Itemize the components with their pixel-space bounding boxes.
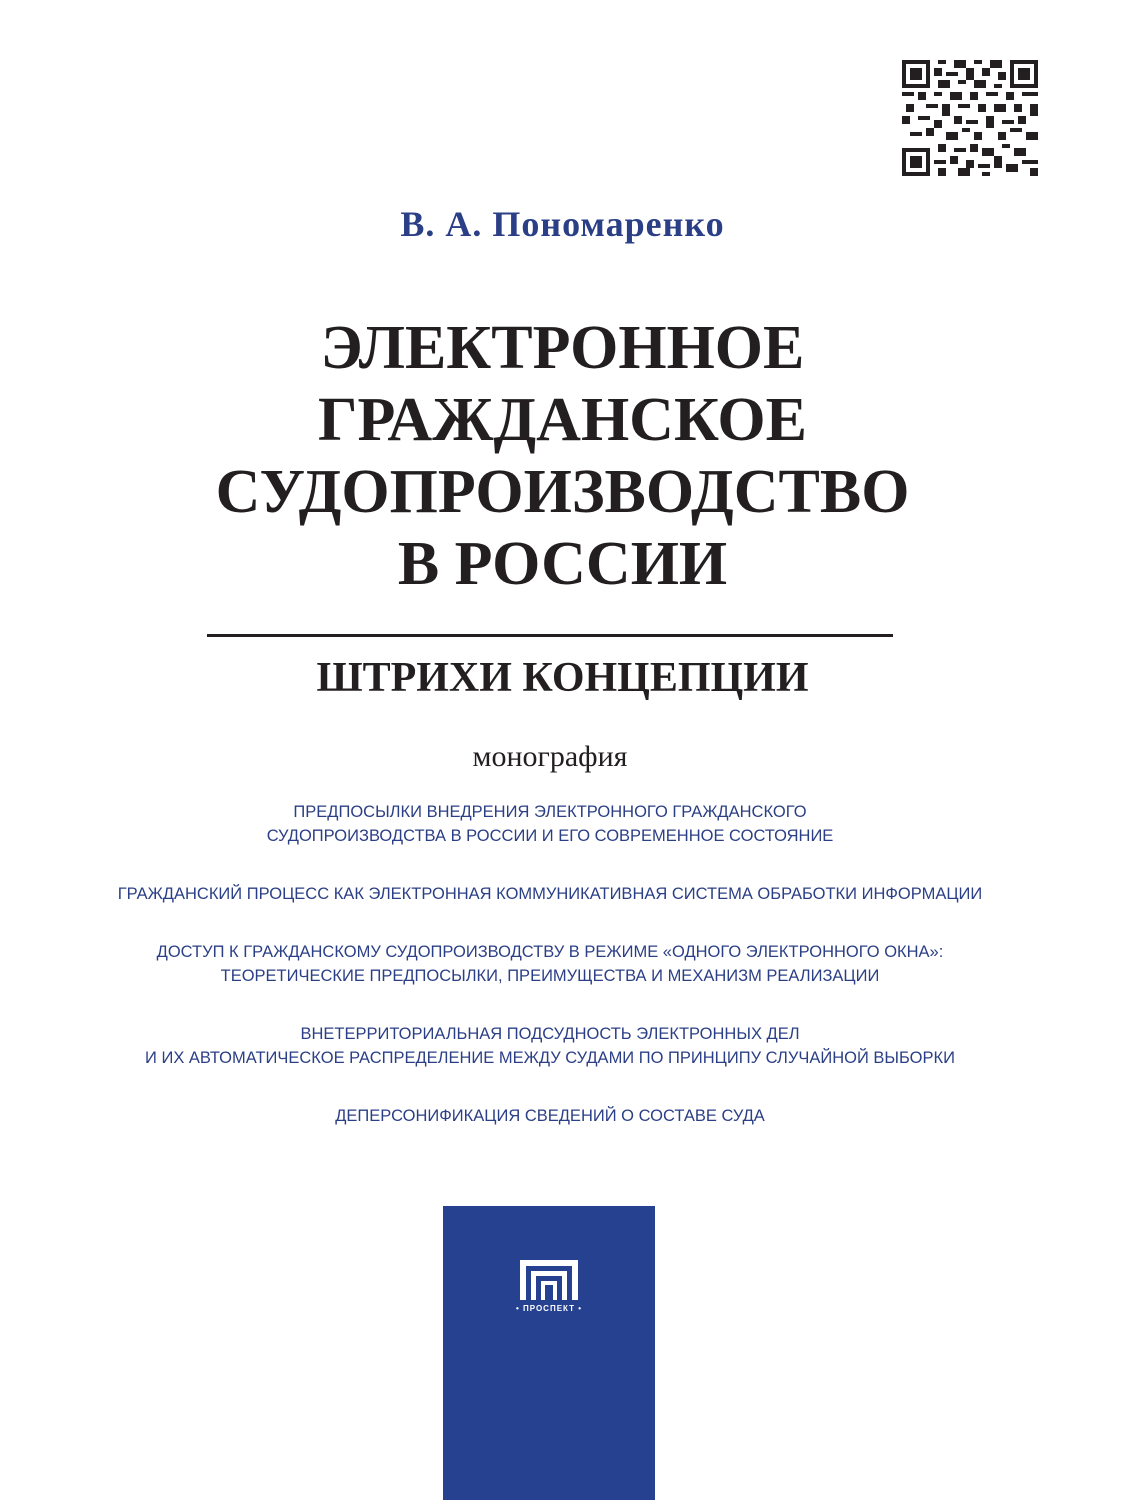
book-genre: монография [472, 740, 628, 773]
topic-line: ДЕПЕРСОНИФИКАЦИЯ СВЕДЕНИЙ О СОСТАВЕ СУДА [335, 1107, 765, 1125]
topics-list [0, 800, 1100, 1162]
title-divider [207, 634, 893, 637]
publisher-logo-icon [510, 1256, 588, 1336]
title-line: ЭЛЕКТРОННОЕ [320, 314, 805, 382]
topic-line: СУДОПРОИЗВОДСТВА В РОССИИ И ЕГО СОВРЕМЕННОЕ СОСТОЯНИЕ [266, 827, 834, 845]
topic-line: И ИХ АВТОМАТИЧЕСКОЕ РАСПРЕДЕЛЕНИЕ МЕЖДУ СУДАМИ ПО ПРИНЦИПУ СЛУЧАЙНОЙ ВЫБОРКИ [145, 1049, 955, 1067]
topic-item [0, 800, 1100, 848]
topic-line: ГРАЖДАНСКИЙ ПРОЦЕСС КАК ЭЛЕКТРОННАЯ КОММУНИКАТИВНАЯ СИСТЕМА ОБРАБОТКИ ИНФОРМАЦИИ [117, 885, 983, 903]
topic-item [0, 1104, 1100, 1128]
title-line: ГРАЖДАНСКОЕ [318, 386, 807, 454]
topic-line: ТЕОРЕТИЧЕСКИЕ ПРЕДПОСЫЛКИ, ПРЕИМУЩЕСТВА И МЕХАНИЗМ РЕАЛИЗАЦИИ [220, 967, 880, 985]
topic-item [0, 940, 1100, 988]
publisher-name: • ПРОСПЕКТ • [515, 1304, 583, 1313]
topic-item [0, 882, 1100, 906]
title-line: СУДОПРОИЗВОДСТВО [215, 458, 910, 526]
publisher-block [443, 1206, 655, 1500]
topic-item [0, 1022, 1100, 1070]
book-title [0, 312, 1125, 600]
topic-line: ПРЕДПОСЫЛКИ ВНЕДРЕНИЯ ЭЛЕКТРОННОГО ГРАЖДАНСКОГО [293, 803, 807, 821]
qr-code-icon [902, 60, 1038, 176]
book-subtitle: ШТРИХИ КОНЦЕПЦИИ [316, 655, 809, 701]
topic-line: ВНЕТЕРРИТОРИАЛЬНАЯ ПОДСУДНОСТЬ ЭЛЕКТРОННЫХ ДЕЛ [300, 1025, 800, 1043]
title-line: В РОССИИ [397, 530, 728, 598]
topic-line: ДОСТУП К ГРАЖДАНСКОМУ СУДОПРОИЗВОДСТВУ В РЕЖИМЕ «ОДНОГО ЭЛЕКТРОННОГО ОКНА»: [156, 943, 944, 961]
author-name: В. А. Пономаренко [400, 204, 725, 244]
